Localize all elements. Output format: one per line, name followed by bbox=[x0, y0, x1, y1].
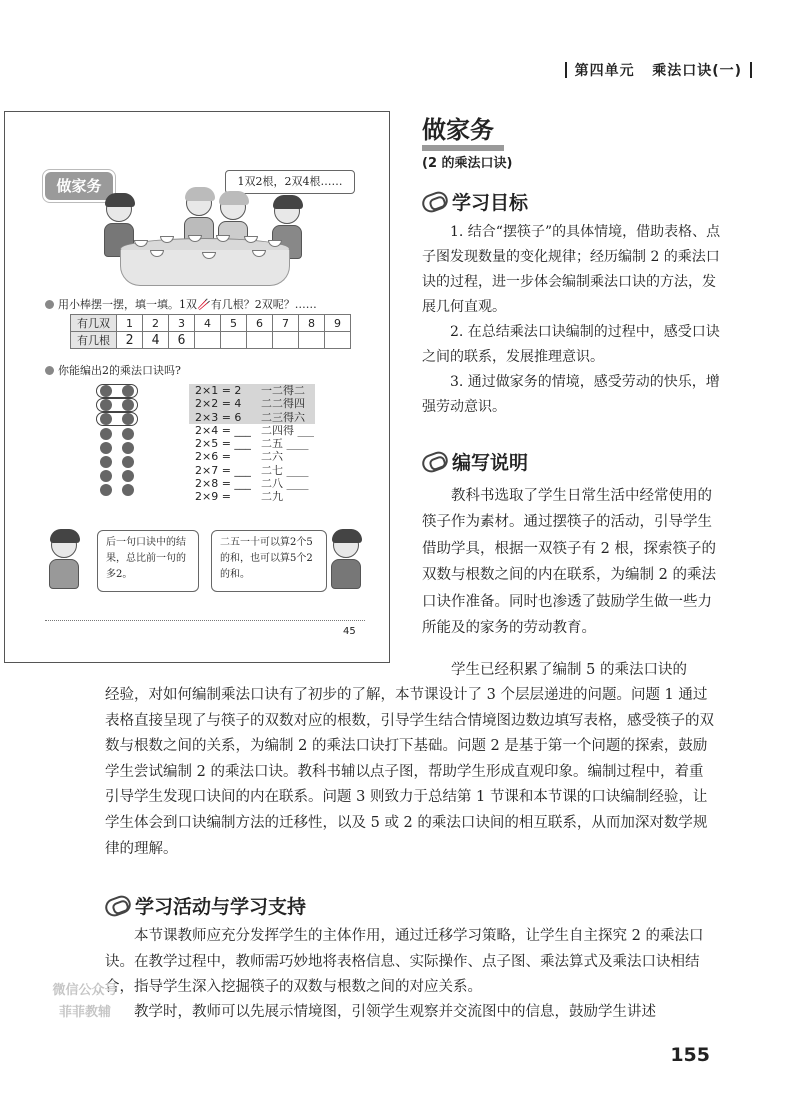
explanation-paragraph-1: 教科书选取了学生日常生活中经常使用的筷子作为素材。通过摆筷子的活动，引导学生借助学具，根据一双筷子有 2 根，探索筷子的双数与根数之间的内在联系，为编制 2 的乘法口诀作准备。同时也渗透了鼓励学生做一些力所能及的家务的劳动教育。 bbox=[422, 488, 716, 637]
table-row: 有几根 2 4 6 bbox=[71, 332, 351, 349]
paperclip-icon bbox=[103, 893, 134, 919]
activities-heading: 学习活动与学习支持 bbox=[105, 892, 306, 919]
dot-diagram bbox=[100, 385, 142, 503]
speech-bubble-left: 后一句口诀中的结果，总比前一句的多2。 bbox=[97, 530, 199, 592]
speech-bubble-right: 二五一十可以算2个5的和，也可以算5个2的和。 bbox=[211, 530, 327, 592]
unit-label: 第四单元 bbox=[574, 63, 635, 79]
list-item: 2×8 = ___ 二八 ____ bbox=[195, 477, 309, 491]
section-title-rule bbox=[422, 145, 504, 151]
goal-item-3: 3. 通过做家务的情境，感受劳动的快乐，增强劳动意识。 bbox=[422, 374, 720, 415]
section-title: 做家务 bbox=[422, 116, 494, 144]
paperclip-icon bbox=[420, 189, 451, 215]
girl-figure-bottom bbox=[49, 532, 79, 589]
table-row-head: 有几双 bbox=[71, 315, 117, 332]
list-item: 2×2 = 4 二二得四 bbox=[189, 397, 315, 410]
dot-column bbox=[100, 385, 112, 499]
activities-paragraph-2: 教学时，教师可以先展示情境图，引领学生观察并交流图中的信息，鼓励学生讲述 bbox=[134, 1004, 656, 1020]
textbook-page-number: 45 bbox=[343, 626, 356, 637]
goal-item-2: 2. 在总结乘法口诀编制的过程中，感受口诀之间的联系，发展推理意识。 bbox=[422, 324, 720, 365]
explanation-heading: 编写说明 bbox=[422, 448, 528, 475]
page-number: 155 bbox=[670, 1044, 710, 1066]
list-item: 2×9 = 二九 bbox=[195, 490, 283, 504]
list-item: 2×5 = ___ 二五 ____ bbox=[195, 437, 309, 451]
running-header bbox=[557, 60, 760, 80]
watermark: 微信公众号 菲菲教辅 bbox=[52, 983, 118, 1020]
textbook-footer-rule bbox=[45, 620, 365, 621]
explanation-paragraph-2: 经验，对如何编制乘法口诀有了初步的了解，本节课设计了 3 个层层递进的问题。问题 1 通过表格直接呈现了与筷子的双数对应的根数，引导学生结合情境图边数边填写表格，感受筷子的双数与根数之间的关系，为编制 2 的乘法口诀打下基础。问题 2 是基于第一个问题的探索，鼓励学生尝试编制 2 的乘法口诀。教科书辅以点子图，帮助学生形成直观印象。编制过程中，着重引导学生发现口诀间的内在联系。问题 3 则致力于总结第 1 节课和本节课的口诀编制经验，让学生体会到口诀编制方法的迁移性，以及 5 或 2 的乘法口诀间的相互联系，从而加深对数学规律的理解。 bbox=[105, 687, 714, 857]
unit-title: 乘法口诀(一) bbox=[652, 63, 742, 79]
table-row: 有几双 1 2 3 4 5 6 7 8 9 bbox=[71, 315, 351, 332]
paperclip-icon bbox=[420, 449, 451, 475]
list-item: 2×7 = ___ 二七 ____ bbox=[195, 463, 309, 477]
multiplication-list bbox=[189, 384, 315, 504]
speech-bubble-top: 1双2根，2双4根…… bbox=[225, 170, 355, 194]
list-item: 2×4 = ___ 二四得 ___ bbox=[195, 423, 314, 437]
list-item: 2×1 = 2 一二得二 bbox=[189, 384, 315, 397]
goal-item-1: 1. 结合“摆筷子”的具体情境，借助表格、点子图发现数量的变化规律；经历编制 2 的乘法口诀的过程，进一步体会编制乘法口诀的方法，发展几何直观。 bbox=[422, 224, 721, 315]
explanation-paragraph-2-start: 学生已经积累了编制 5 的乘法口诀的 bbox=[451, 662, 687, 678]
pairs-sticks-table bbox=[70, 314, 351, 349]
activities-paragraph-1: 本节课教师应充分发挥学生的主体作用，通过迁移学习策略，让学生自主探究 2 的乘法口诀。在教学过程中，教师需巧妙地将表格信息、实际操作、点子图、乘法算式及乘法口诀相结合，指导学生深入挖掘筷子的双数与根数之间的对应关系。 bbox=[105, 928, 704, 996]
table-row-head: 有几根 bbox=[71, 332, 117, 349]
question-2: 你能编出2的乘法口诀吗? bbox=[45, 362, 181, 378]
bullet-dot-icon bbox=[45, 366, 54, 375]
dot-column bbox=[122, 385, 134, 499]
textbook-tag: 做家务 bbox=[45, 172, 113, 200]
textbook-page-image bbox=[4, 111, 390, 663]
question-1: 用小棒摆一摆，填一填。1双🥢有几根？2双呢？…… bbox=[45, 296, 317, 312]
list-item: 2×6 = 二六 bbox=[195, 450, 283, 464]
boy-figure-bottom bbox=[331, 532, 361, 589]
goals-heading: 学习目标 bbox=[422, 188, 528, 215]
family-table-illustration bbox=[110, 194, 310, 290]
list-item: 2×3 = 6 二三得六 bbox=[189, 411, 315, 424]
bullet-dot-icon bbox=[45, 300, 54, 309]
section-subtitle: (2 的乘法口诀) bbox=[422, 156, 513, 171]
